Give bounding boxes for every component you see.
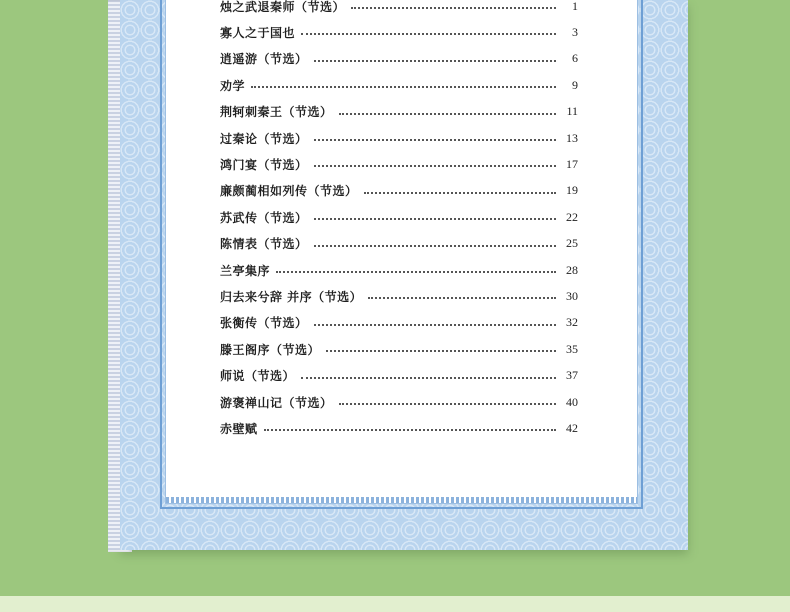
toc-entry-title: 寡人之于国也: [220, 25, 296, 40]
toc-leader-dots: [351, 7, 556, 9]
toc-entry[interactable]: [220, 234, 578, 254]
toc-entry-title: 游褒禅山记（节选）: [220, 395, 333, 410]
toc-entry[interactable]: [220, 392, 578, 412]
toc-leader-dots: [364, 192, 556, 194]
toc-entry-page: 42: [566, 420, 578, 435]
toc-entry-title: 滕王阁序（节选）: [220, 342, 321, 357]
toc-entry-page: 11: [566, 104, 578, 119]
toc-entry[interactable]: [220, 102, 578, 122]
toc-entry[interactable]: [220, 154, 578, 174]
toc-entry[interactable]: [220, 75, 578, 95]
toc-entry[interactable]: [220, 260, 578, 280]
toc-leader-dots: [314, 218, 556, 220]
toc-entry[interactable]: [220, 49, 578, 69]
toc-entry-title: 廉颇蔺相如列传（节选）: [220, 184, 358, 199]
toc-entry-title: 过秦论（节选）: [220, 131, 308, 146]
toc-entry-title: 荆轲刺秦王（节选）: [220, 105, 333, 120]
toc-entry-title: 张衡传（节选）: [220, 316, 308, 331]
toc-entry-title: 逍遥游（节选）: [220, 52, 308, 67]
toc-leader-dots: [314, 60, 556, 62]
toc-entry[interactable]: [220, 339, 578, 359]
bottom-band: [0, 596, 790, 612]
toc-entry[interactable]: [220, 313, 578, 333]
toc-entry[interactable]: [220, 418, 578, 438]
toc-entry[interactable]: [220, 181, 578, 201]
toc-entry[interactable]: [220, 286, 578, 306]
toc-entry-page: 30: [566, 288, 578, 303]
toc-entry-page: 19: [566, 183, 578, 198]
toc-entry-page: 32: [566, 315, 578, 330]
toc-entry-title: 师说（节选）: [220, 369, 296, 384]
toc-entry-page: 40: [566, 394, 578, 409]
toc-entry-page: 35: [566, 341, 578, 356]
toc-entry[interactable]: [220, 128, 578, 148]
toc-entry-title: 劝学: [220, 78, 246, 93]
toc-entry-page: 6: [572, 51, 578, 66]
toc-entry-title: 赤壁赋: [220, 421, 258, 436]
toc-leader-dots: [314, 324, 556, 326]
toc-entry-title: 苏武传（节选）: [220, 210, 308, 225]
toc-leader-dots: [301, 377, 556, 379]
toc-entry-title: 鸿门宴（节选）: [220, 157, 308, 172]
toc-leader-dots: [276, 271, 556, 273]
toc-leader-dots: [314, 165, 556, 167]
toc-entry[interactable]: [220, 0, 578, 16]
toc-entry-page: 13: [566, 130, 578, 145]
toc-entry[interactable]: [220, 22, 578, 42]
toc-leader-dots: [339, 113, 556, 115]
toc-leader-dots: [264, 429, 556, 431]
toc-entry-page: 1: [572, 0, 578, 13]
toc-leader-dots: [301, 33, 556, 35]
toc-leader-dots: [368, 297, 556, 299]
toc-entry-page: 37: [566, 368, 578, 383]
toc-entry-page: 28: [566, 262, 578, 277]
toc-leader-dots: [314, 245, 556, 247]
toc-entry-page: 25: [566, 236, 578, 251]
toc-leader-dots: [339, 403, 556, 405]
toc-entry-title: 兰亭集序: [220, 263, 271, 278]
toc-entry-page: 9: [572, 77, 578, 92]
frame-border-ornament: [166, 497, 637, 503]
toc-entry-page: 3: [572, 24, 578, 39]
toc-entry-title: 陈情表（节选）: [220, 237, 308, 252]
toc-entry-page: 17: [566, 156, 578, 171]
toc-entry[interactable]: [220, 366, 578, 386]
toc-entry-title: 烛之武退秦师（节选）: [220, 0, 346, 14]
toc-entry-title: 归去来兮辞 并序（节选）: [220, 289, 363, 304]
toc-leader-dots: [326, 350, 556, 352]
toc-entry-page: 22: [566, 209, 578, 224]
toc-leader-dots: [251, 86, 556, 88]
toc-entry[interactable]: [220, 207, 578, 227]
toc-leader-dots: [314, 139, 556, 141]
